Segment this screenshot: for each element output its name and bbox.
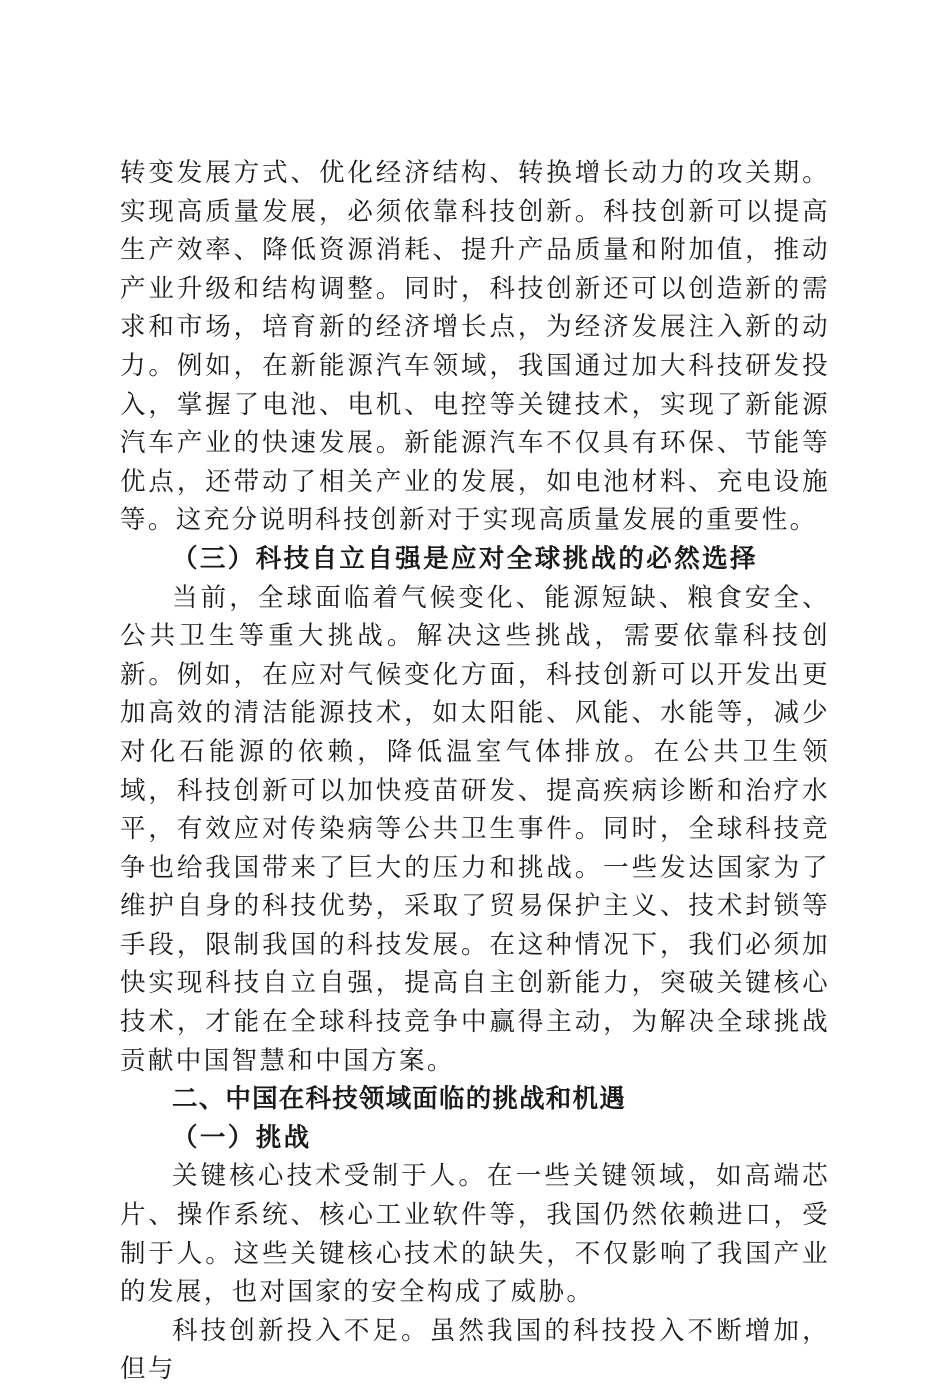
- section-heading-global-challenges: （三）科技自立自强是应对全球挑战的必然选择: [172, 543, 758, 574]
- paragraph-high-quality-development: 转变发展方式、优化经济结构、转换增长动力的攻关期。实现高质量发展，必须依靠科技创新。科技创新可以提高生产效率、降低资源消耗、提升产品质量和附加值，推动产业升级和结构调整。同时，科技创新还可以创造新的需求和市场，培育新的经济增长点，为经济发展注入新的动力。例如，在新能源汽车领域，我国通过加大科技研发投入，掌握了电池、电机、电控等关键技术，实现了新能源汽车产业的快速发展。新能源汽车不仅具有环保、节能等优点，还带动了相关产业的发展，如电池材料、充电设施等。这充分说明科技创新对于实现高质量发展的重要性。: [120, 158, 830, 536]
- paragraph-investment: 科技创新投入不足。虽然我国的科技投入不断增加，但与: [120, 1315, 830, 1385]
- section-heading-challenges: （一）挑战: [172, 1122, 312, 1153]
- chapter-heading-challenges-opportunities: 二、中国在科技领域面临的挑战和机遇: [172, 1084, 626, 1115]
- paragraph-global-challenges: 当前，全球面临着气候变化、能源短缺、粮食安全、公共卫生等重大挑战。解决这些挑战，需要依靠科技创新。例如，在应对气候变化方面，科技创新可以开发出更加高效的清洁能源技术，如太阳能、风能、水能等，减少对化石能源的依赖，降低温室气体排放。在公共卫生领域，科技创新可以加快疫苗研发、提高疾病诊断和治疗水平，有效应对传染病等公共卫生事件。同时，全球科技竞争也给我国带来了巨大的压力和挑战。一些发达国家为了维护自身的科技优势，采取了贸易保护主义、技术封锁等手段，限制我国的科技发展。在这种情况下，我们必须加快实现科技自立自强，提高自主创新能力，突破关键核心技术，才能在全球科技竞争中赢得主动，为解决全球挑战贡献中国智慧和中国方案。: [120, 582, 830, 1076]
- paragraph-core-technology: 关键核心技术受制于人。在一些关键领域，如高端芯片、操作系统、核心工业软件等，我国仍然依赖进口，受制于人。这些关键核心技术的缺失，不仅影响了我国产业的发展，也对国家的安全构成了威胁。: [120, 1161, 830, 1308]
- document-body: [120, 154, 830, 1389]
